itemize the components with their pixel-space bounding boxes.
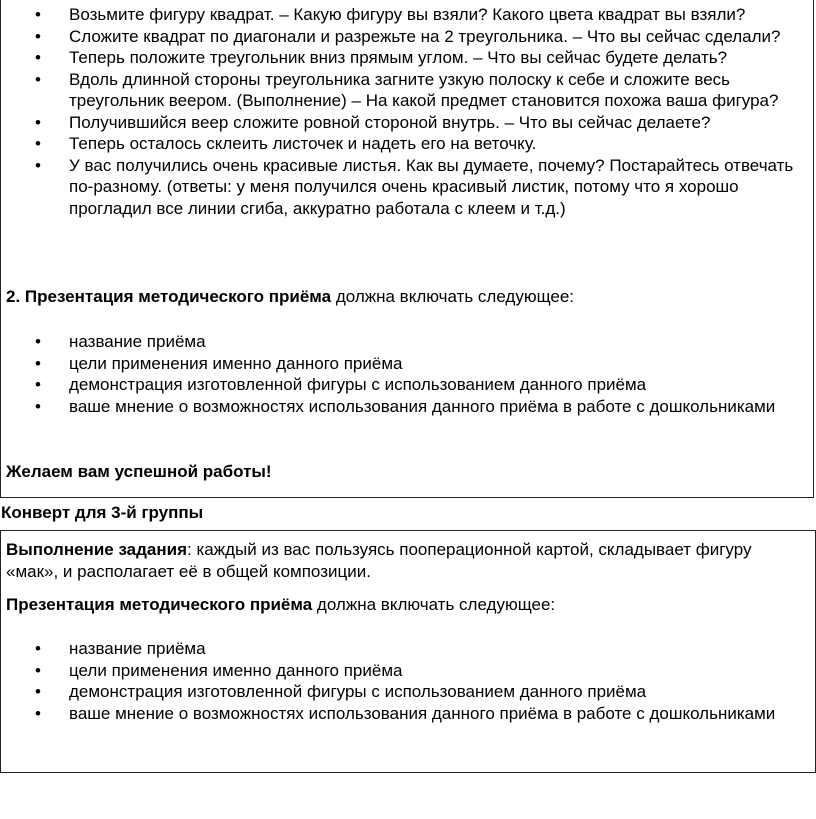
envelope-title: Конверт для 3-й группы xyxy=(1,503,204,522)
list-item: • ваше мнение о возможностях использования данного приёма в работе с дошкольниками xyxy=(1,396,815,418)
task-description xyxy=(6,539,806,582)
task-description-rest: : каждый из вас пользуясь пооперационной картой, складывает фигуру «мак», и располагает её в общей композиции. xyxy=(6,540,752,581)
list-item: • цели применения именно данного приёма xyxy=(1,353,815,375)
presentation-heading-2-bold: Презентация методического приёма xyxy=(6,595,313,614)
task-description-bold: Выполнение задания xyxy=(6,540,188,559)
list-item: • название приёма xyxy=(1,638,815,660)
presentation-heading xyxy=(6,286,574,308)
closing-text-bold: Желаем вам успешной работы! xyxy=(6,462,272,481)
presentation-heading-2-rest: должна включать следующее: xyxy=(312,595,556,614)
presentation-items-list-2 xyxy=(1,638,815,724)
presentation-items-list xyxy=(1,331,815,417)
list-item: • название приёма xyxy=(1,331,815,353)
list-item: • демонстрация изготовленной фигуры с использованием данного приёма xyxy=(1,681,815,703)
folding-steps-list xyxy=(1,4,815,219)
list-item: • Возьмите фигуру квадрат. – Какую фигуру вы взяли? Какого цвета квадрат вы взяли? xyxy=(1,4,815,26)
list-item: • Теперь осталось склеить листочек и надеть его на веточку. xyxy=(1,133,815,155)
list-item: • цели применения именно данного приёма xyxy=(1,660,815,682)
presentation-heading-bold: 2. Презентация методического приёма xyxy=(6,287,332,306)
list-item: • Сложите квадрат по диагонали и разрежьте на 2 треугольника. – Что вы сейчас сделали? xyxy=(1,26,815,48)
presentation-heading-2 xyxy=(6,594,555,616)
closing-text xyxy=(6,461,272,483)
presentation-heading-rest: должна включать следующее: xyxy=(331,287,575,306)
task-box-group-3 xyxy=(0,530,816,773)
list-item: • ваше мнение о возможностях использования данного приёма в работе с дошкольниками xyxy=(1,703,815,725)
list-item: • демонстрация изготовленной фигуры с использованием данного приёма xyxy=(1,374,815,396)
list-item: • Вдоль длинной стороны треугольника загните узкую полоску к себе и сложите весь треугольник веером. (Выполнение) – На какой предмет становится похожа ваша фигура? xyxy=(1,69,815,112)
list-item: • Получившийся веер сложите ровной стороной внутрь. – Что вы сейчас делаете? xyxy=(1,112,815,134)
list-item: • У вас получились очень красивые листья. Как вы думаете, почему? Постарайтесь отвечать по-разному. (ответы: у меня получился очень красивый листик, потому что я хорошо прогладил все линии сгиба, аккуратно работала с клеем и т.д.) xyxy=(1,155,815,220)
list-item: • Теперь положите треугольник вниз прямым углом. – Что вы сейчас будете делать? xyxy=(1,47,815,69)
